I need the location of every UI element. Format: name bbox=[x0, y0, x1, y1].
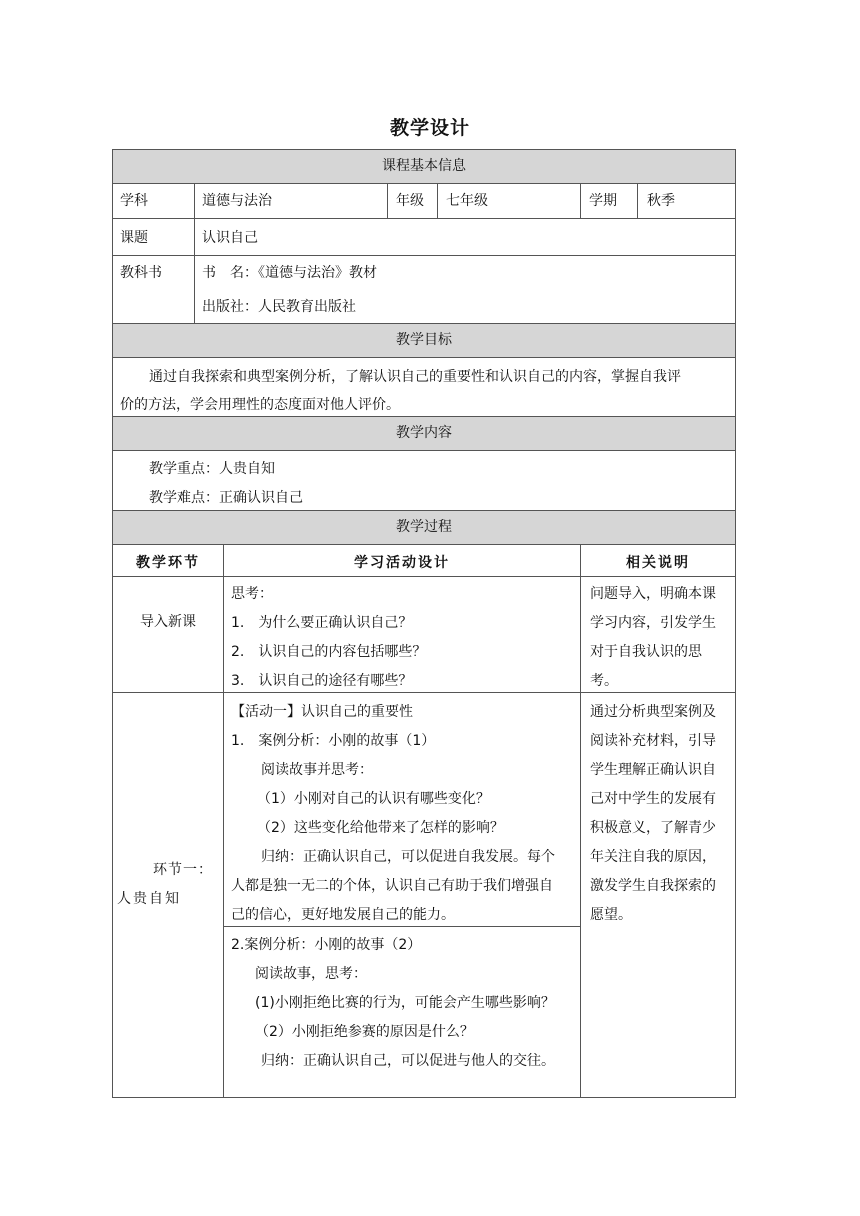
basic-info-heading: 课程基本信息 bbox=[382, 158, 466, 174]
row-divider bbox=[112, 323, 736, 324]
row-divider bbox=[112, 357, 736, 358]
stage-one-subtitle: 人贵自知 bbox=[117, 891, 181, 907]
col-divider bbox=[637, 183, 638, 218]
intro-note-line: 学习内容，引发学生 bbox=[590, 615, 716, 631]
stage-intro: 导入新课 bbox=[140, 614, 196, 630]
intro-note-line: 考。 bbox=[590, 673, 618, 689]
objectives-heading: 教学目标 bbox=[396, 332, 452, 348]
textbook-label: 教科书 bbox=[120, 265, 162, 281]
term-label: 学期 bbox=[589, 193, 617, 209]
key-point: 教学重点：人贵自知 bbox=[149, 461, 275, 477]
col-divider bbox=[580, 183, 581, 218]
topic-value: 认识自己 bbox=[202, 230, 258, 246]
subject-value: 道德与法治 bbox=[202, 193, 272, 209]
objectives-text-line: 通过自我探索和典型案例分析，了解认识自己的重要性和认识自己的内容，掌握自我评 bbox=[149, 369, 681, 385]
content-heading: 教学内容 bbox=[396, 425, 452, 441]
grade-label: 年级 bbox=[396, 193, 424, 209]
stage-one-note-line: 阅读补充材料，引导 bbox=[590, 733, 716, 749]
stage-one-note-line: 学生理解正确认识自 bbox=[590, 762, 716, 778]
activity-one-line: （2）这些变化给他带来了怎样的影响？ bbox=[257, 820, 504, 836]
row-divider bbox=[224, 926, 581, 927]
intro-activity-line: 1. 为什么要正确认识自己？ bbox=[231, 615, 413, 631]
activity-one-line: 【活动一】认识自己的重要性 bbox=[231, 704, 413, 720]
process-heading: 教学过程 bbox=[396, 519, 452, 535]
row-divider bbox=[112, 255, 736, 256]
row-divider bbox=[112, 544, 736, 545]
row-divider bbox=[112, 416, 736, 417]
activity-two-line: 2.案例分析：小刚的故事（2） bbox=[231, 937, 422, 953]
activity-one-line: 1. 案例分析：小刚的故事（1） bbox=[231, 733, 436, 749]
activity-one-line: 归纳：正确认识自己，可以促进自我发展。每个 bbox=[261, 849, 555, 865]
row-divider bbox=[112, 450, 736, 451]
column-header-notes: 相关说明 bbox=[626, 555, 690, 571]
activity-two-line: 归纳：正确认识自己，可以促进与他人的交往。 bbox=[261, 1053, 555, 1069]
difficulty-point: 教学难点：正确认识自己 bbox=[149, 490, 303, 506]
col-divider bbox=[437, 183, 438, 218]
row-divider bbox=[112, 510, 736, 511]
stage-one-note-line: 己对中学生的发展有 bbox=[590, 791, 716, 807]
intro-note-line: 问题导入，明确本课 bbox=[590, 586, 716, 602]
document-title: 教学设计 bbox=[389, 117, 470, 139]
activity-one-line: （1）小刚对自己的认识有哪些变化？ bbox=[257, 791, 490, 807]
col-divider bbox=[223, 544, 224, 1098]
textbook-name: 书 名：《道德与法治》教材 bbox=[202, 265, 377, 281]
row-divider bbox=[112, 692, 736, 693]
col-divider bbox=[580, 544, 581, 1098]
activity-two-line: （2）小刚拒绝参赛的原因是什么？ bbox=[255, 1024, 474, 1040]
stage-one-note-line: 积极意义，了解青少 bbox=[590, 820, 716, 836]
activity-two-line: (1)小刚拒绝比赛的行为，可能会产生哪些影响？ bbox=[255, 995, 555, 1011]
col-divider bbox=[387, 183, 388, 218]
row-divider bbox=[112, 576, 736, 577]
col-divider bbox=[194, 183, 195, 324]
activity-one-line: 人都是独一无二的个体，认识自己有助于我们增强自 bbox=[231, 878, 553, 894]
stage-one-note-line: 通过分析典型案例及 bbox=[590, 704, 716, 720]
activity-one-line: 阅读故事并思考： bbox=[261, 762, 373, 778]
stage-one-note-line: 年关注自我的原因， bbox=[590, 849, 716, 865]
stage-one-note-line: 激发学生自我探索的 bbox=[590, 878, 716, 894]
objectives-text-line: 价的方法，学会用理性的态度面对他人评价。 bbox=[120, 397, 400, 413]
row-divider bbox=[112, 183, 736, 184]
term-value: 秋季 bbox=[647, 193, 675, 209]
intro-note-line: 对于自我认识的思 bbox=[590, 644, 702, 660]
subject-label: 学科 bbox=[120, 193, 148, 209]
activity-one-line: 己的信心，更好地发展自己的能力。 bbox=[231, 907, 455, 923]
column-header-stage: 教学环节 bbox=[136, 555, 200, 571]
textbook-publisher: 出版社：人民教育出版社 bbox=[202, 299, 356, 315]
intro-activity-line: 思考： bbox=[231, 586, 273, 602]
activity-two-line: 阅读故事，思考： bbox=[255, 966, 367, 982]
stage-one-title: 环节一： bbox=[153, 862, 213, 878]
column-header-activity: 学习活动设计 bbox=[354, 555, 450, 571]
row-divider bbox=[112, 218, 736, 219]
intro-activity-line: 2. 认识自己的内容包括哪些？ bbox=[231, 644, 427, 660]
topic-label: 课题 bbox=[120, 230, 148, 246]
stage-one-note-line: 愿望。 bbox=[590, 907, 632, 923]
grade-value: 七年级 bbox=[446, 193, 488, 209]
intro-activity-line: 3. 认识自己的途径有哪些？ bbox=[231, 673, 413, 689]
